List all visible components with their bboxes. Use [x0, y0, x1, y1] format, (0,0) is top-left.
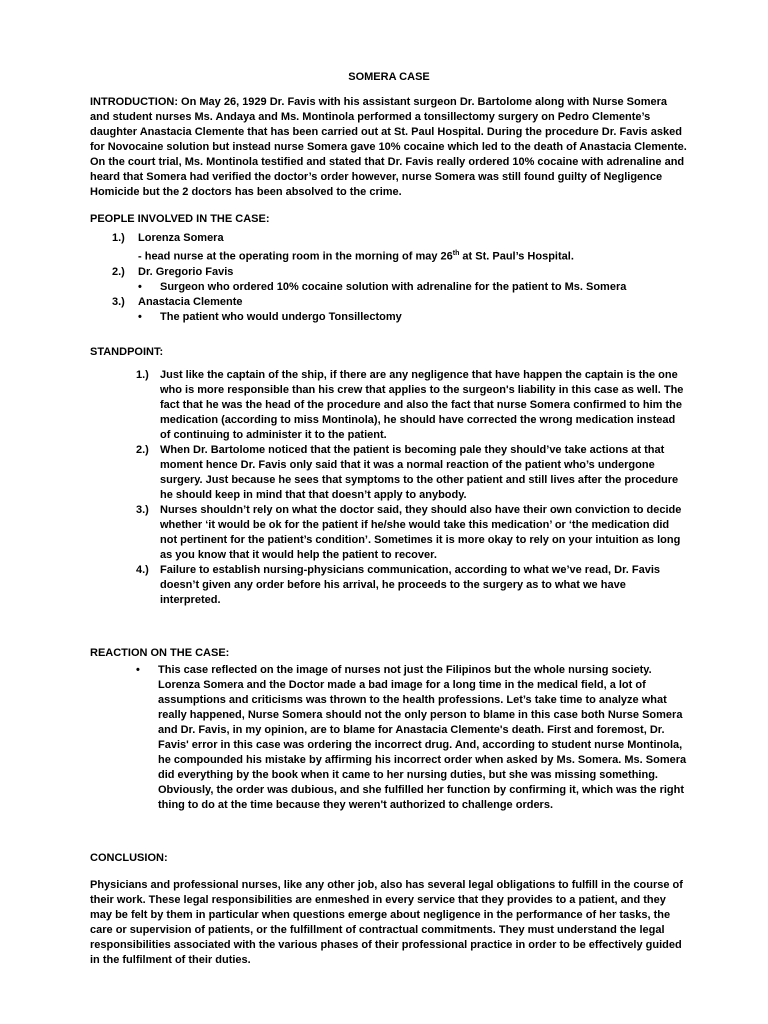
bullet-icon: • — [138, 310, 142, 323]
list-number: 1.) — [112, 232, 125, 244]
introduction-text: On May 26, 1929 Dr. Favis with his assistant surgeon Dr. Bartolome along with Nurse Somera and student nurses Ms. Andaya and Ms. Montinola performed a tonsillectomy surgery on Pedro Clemente’s daughter Anastacia Clemente that has been carried out at St. Paul Hospital. During the procedure Dr. Favis asked for Novocaine solution but instead nurse Somera gave 10% cocaine which led to the death of Anastacia Clemente. On the court trial, Ms. Montinola testified and stated that Dr. Favis really ordered 10% cocaine with adrenaline and heard that Somera had verified the doctor’s order however, nurse Somera was still found guilty of Negligence Homicide but the 2 doctors has been absolved to the crime. — [90, 96, 687, 198]
person-name: Anastacia Clemente — [138, 295, 243, 308]
reaction-bullet-item — [90, 663, 688, 813]
list-item — [90, 503, 688, 563]
list-number: 1.) — [136, 368, 149, 381]
person-detail — [90, 310, 688, 325]
list-item — [90, 231, 688, 246]
bullet-icon: • — [138, 280, 142, 293]
list-number: 2.) — [112, 265, 125, 278]
standpoint-list — [90, 368, 688, 608]
list-item-text: Failure to establish nursing-physicians communication, according to what we’ve read, Dr. Favis doesn’t given any order before his arrival, he proceeds to the surgery as to what we have interpreted. — [160, 563, 661, 606]
list-item-text: When Dr. Bartolome noticed that the patient is becoming pale they should’ve take actions at that moment hence Dr. Favis only said that it was a normal reaction of the patient who’s undergone surgery. Just because he sees that symptoms to the other patient and still lives after the procedure he should keep in mind that that doesn’t apply to anybody. — [160, 443, 679, 501]
person-name: Lorenza Somera — [138, 232, 224, 244]
person-name: Dr. Gregorio Favis — [138, 265, 234, 278]
list-item — [90, 368, 688, 443]
conclusion-paragraph: Physicians and professional nurses, like any other job, also has several legal obligations to fulfill in the course of their work. These legal responsibilities are enmeshed in every service that they provides to a patient, and they may be felt by them in particular when questions emerge about negligence in the performance of her tasks, the care or supervision of patients, or the fulfillment of contractual commitments. They must understand the legal responsibilities associated with the various phases of their professional practice in order to be effectively guided in the fulfilment of their duties. — [90, 878, 683, 966]
person-detail-text-end: at St. Paul’s Hospital. — [459, 250, 574, 263]
document-title: SOMERA CASE — [348, 71, 430, 83]
people-heading: PEOPLE INVOLVED IN THE CASE: — [90, 213, 270, 225]
person-detail — [90, 246, 688, 265]
bullet-icon: • — [136, 663, 140, 676]
person-detail-text: Surgeon who ordered 10% cocaine solution with adrenaline for the patient to Ms. Somera — [160, 280, 627, 293]
introduction-label: INTRODUCTION: — [90, 96, 178, 108]
introduction-paragraph — [90, 95, 688, 200]
reaction-text: This case reflected on the image of nurses not just the Filipinos but the whole nursing society. Lorenza Somera and the Doctor made a bad image for a long time in the medical field, a lot of assumptions and criticisms was thrown to the health professions. Let’s take time to analyze what really happened, Nurse Somera should not the only person to blame in this case both Nurse Somera and Dr. Favis, in my opinion, are to blame for Anastacia Clemente's death. First and foremost, Dr. Favis' error in this case was ordering the incorrect drug. And, according to student nurse Montinola, he compounded his mistake by affirming his incorrect order when asked by Ms. Somera. Ms. Somera did everything by the book when it came to her nursing duties, but she was missing something. Obviously, the order was dubious, and she fulfilled her function by confirming it, which was the right thing to do at the time because they weren't authorized to challenge orders. — [158, 663, 687, 811]
list-number: 2.) — [136, 443, 149, 456]
list-number: 4.) — [136, 563, 149, 576]
list-item — [90, 265, 688, 280]
list-item-text: Just like the captain of the ship, if there are any negligence that have happen the captain is the one who is more responsible than his crew that applies to the surgeon's liability in this case as well. The fact that he was the head of the procedure and also the fact that nurse Somera confirmed to him the medication (according to miss Montinola), he should have corrected the wrong medication instead of continuing to administer it to the patient. — [160, 368, 684, 441]
list-number: 3.) — [112, 295, 125, 308]
list-item — [90, 295, 688, 310]
person-detail — [90, 280, 688, 295]
people-list — [90, 231, 688, 325]
list-number: 3.) — [136, 503, 149, 516]
standpoint-heading: STANDPOINT: — [90, 345, 164, 358]
conclusion-heading: CONCLUSION: — [90, 851, 168, 864]
ordinal-suffix: th — [452, 250, 460, 257]
list-item — [90, 443, 688, 503]
reaction-heading: REACTION ON THE CASE: — [90, 646, 230, 659]
list-item-text: Nurses shouldn’t rely on what the doctor said, they should also have their own conviction to decide whether ‘it would be ok for the patient if he/she would take this medication’ or ‘the medication did not pertinent for the patient’s condition’. Sometimes it is more okay to rely on your intuition as long as you know that it would help the patient to recover. — [160, 503, 682, 561]
list-item — [90, 563, 688, 608]
person-detail-text: - head nurse at the operating room in the morning of may 26 — [138, 250, 453, 263]
person-detail-text: The patient who would undergo Tonsillectomy — [160, 310, 402, 323]
